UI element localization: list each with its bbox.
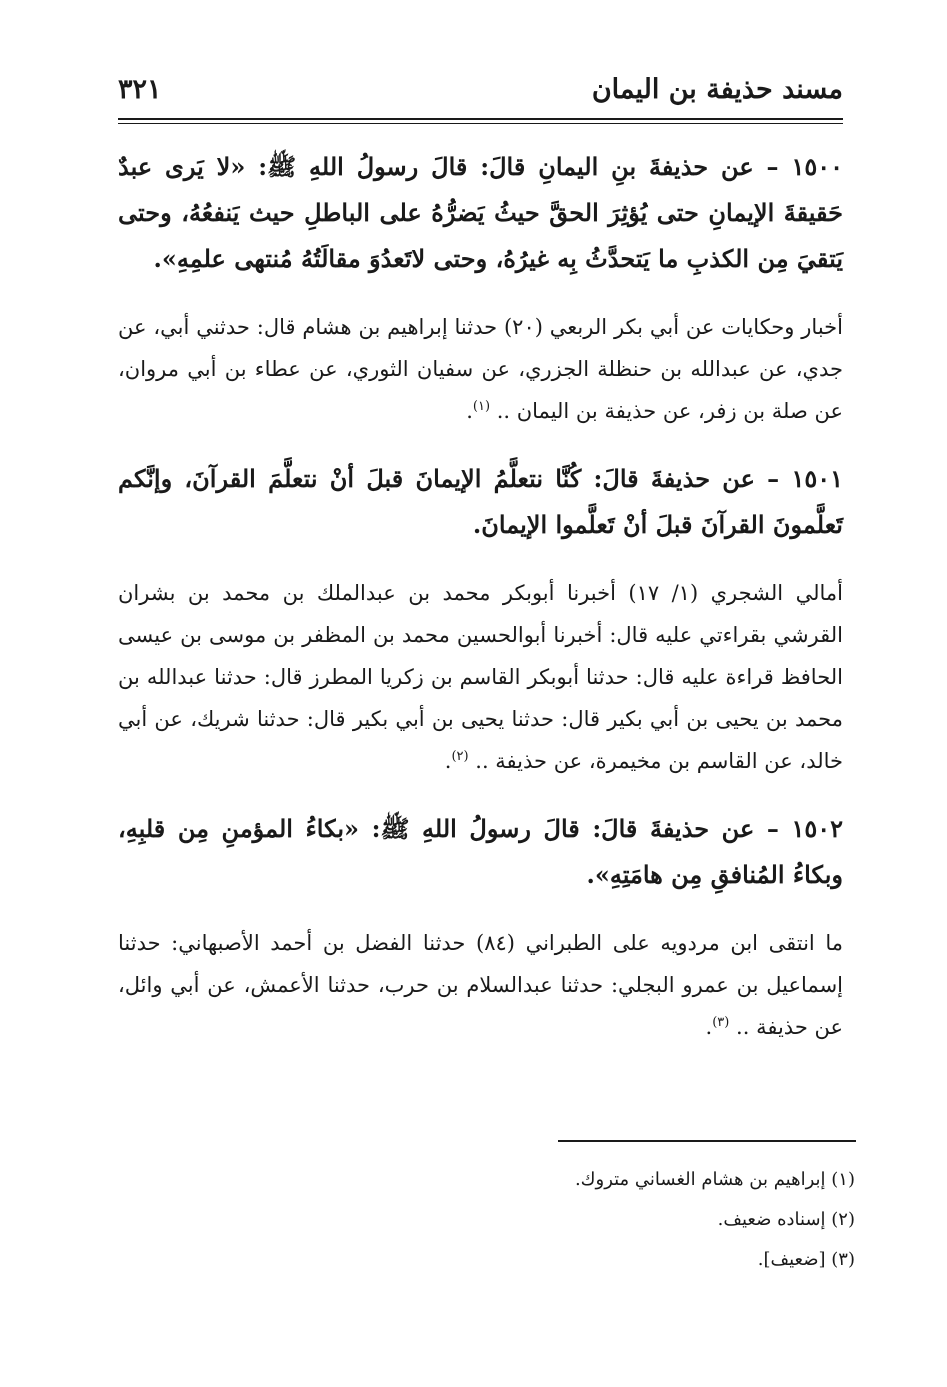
footnote-reference: (٣) (712, 1015, 730, 1030)
page (118, 72, 843, 1048)
source-body: أمالي الشجري (١/ ١٧) أخبرنا أبوبكر محمد بن عبدالملك بن محمد بن بشران القرشي بقراءتي عليه قال: أخبرنا أبوالحسين محمد بن المظفر بن موسى بن عيسى الحافظ قراءة عليه قال: حدثنا أبوبكر القاسم بن زكريا المطرز قال: حدثنا عبدالله بن محمد بن يحيى بن أبي بكير قال: حدثنا يحيى بن أبي بكير قال: حدثنا شريك، عن أبي خالد، عن القاسم بن مخيمرة، عن حذيفة .. (118, 581, 843, 773)
header-rule-thin (118, 123, 843, 124)
source-body: ما انتقى ابن مردويه على الطبراني (٨٤) حدثنا الفضل بن أحمد الأصبهاني: حدثنا إسماعيل بن عمرو البجلي: حدثنا عبدالسلام بن حرب، حدثنا الأعمش، عن أبي وائل، عن حذيفة .. (118, 931, 843, 1039)
page-header (118, 72, 843, 114)
trailing-period: . (705, 1015, 713, 1039)
footnotes (455, 1160, 855, 1280)
source-text-1502 (118, 922, 843, 1048)
footnote-3: (٣) [ضعيف]. (757, 1249, 855, 1270)
footnote-reference: (٢) (451, 749, 469, 764)
footnote-2: (٢) إسناده ضعيف. (717, 1209, 855, 1230)
trailing-period: . (466, 399, 473, 423)
footnote-1: (١) إبراهيم بن هشام الغساني متروك. (574, 1169, 855, 1190)
footnote-reference: (١) (472, 399, 491, 414)
page-number: ٣٢١ (118, 74, 162, 105)
source-text-1501 (118, 572, 843, 782)
hadith-1500: ١٥٠٠ – عن حذيفةَ بنِ اليمانِ قالَ: قالَ رسولُ اللهِ ﷺ: «لا يَرى عبدٌ حَقيقةَ الإيمانِ حتى يُؤثِرَ الحقَّ حيثُ يَضرُّهُ على الباطلِ حيث يَنفعُهُ، وحتى يَتقيَ مِن الكذبِ ما يَتحدَّثُ بِه غيرُهُ، وحتى لاتَعدُوَ مقالَتُهُ مُنتهى علمِهِ». (118, 152, 843, 273)
footnote-separator (558, 1140, 856, 1142)
source-text-1500 (118, 306, 843, 432)
source-body: أخبار وحكايات عن أبي بكر الربعي (٢٠) حدثنا إبراهيم بن هشام قال: حدثني أبي، عن جدي، عن عبدالله بن حنظلة الجزري، عن سفيان الثوري، عن عطاء بن أبي مروان، عن صلة بن زفر، عن حذيفة بن اليمان .. (118, 315, 843, 423)
hadith-1501: ١٥٠١ – عن حذيفةَ قالَ: كُنَّا نتعلَّمُ الإيمانَ قبلَ أنْ نتعلَّمَ القرآنَ، وإنَّكم تَعلَّمونَ القرآنَ قبلَ أنْ تَعلَّموا الإيمانَ. (118, 464, 843, 539)
trailing-period: . (444, 749, 452, 773)
running-title: مسند حذيفة بن اليمان (591, 74, 843, 105)
hadith-1502: ١٥٠٢ – عن حذيفةَ قالَ: قالَ رسولُ اللهِ ﷺ: «بكاءُ المؤمنِ مِن قلبِهِ، وبكاءُ المُنافقِ مِن هامَتِهِ». (118, 814, 843, 889)
header-rule (118, 118, 843, 120)
